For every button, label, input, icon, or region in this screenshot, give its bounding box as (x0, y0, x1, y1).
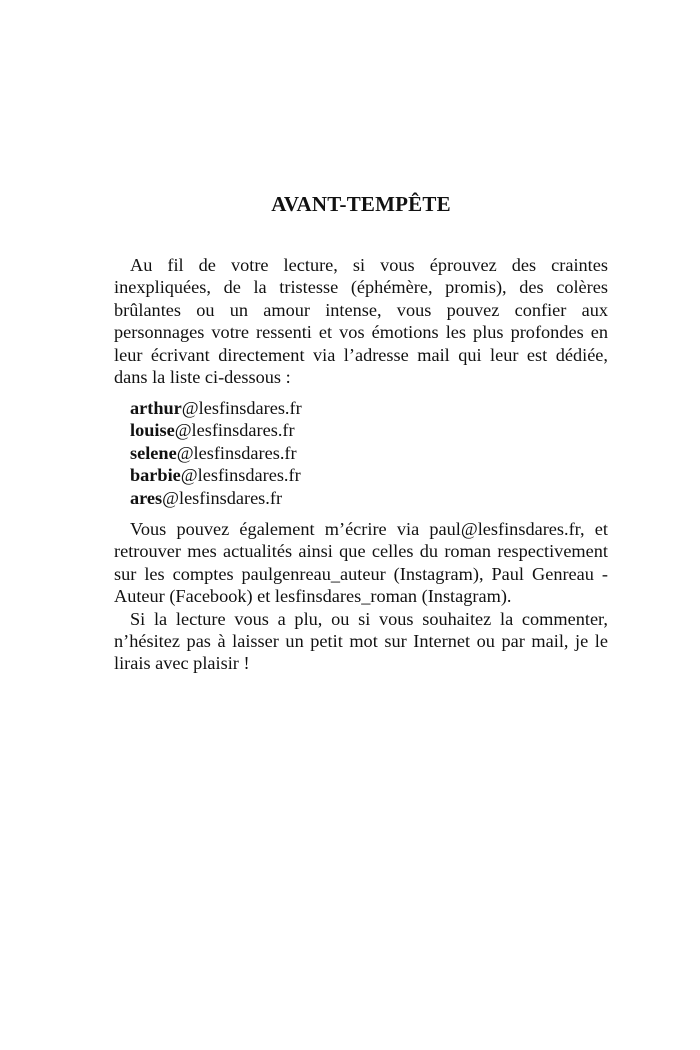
email-domain: @lesfinsdares.fr (174, 420, 295, 441)
intro-paragraph: Au fil de votre lecture, si vous éprouvez des craintes inexpliquées, de la tristesse (éphémère, promis), des colères brûlantes ou un amour intense, vous pouvez confier aux personnages votre ressenti et vos émotions les plus profondes en leur écrivant directement via l’adresse mail qui leur est dédiée, dans la liste ci-dessous : (114, 255, 608, 388)
email-name: selene (130, 442, 177, 463)
closing-section (114, 518, 608, 675)
email-list (130, 397, 302, 509)
email-item[interactable] (130, 464, 302, 486)
closing-paragraph: Si la lecture vous a plu, ou si vous souhaitez la commenter, n’hésitez pas à laisser un petit mot sur Internet ou par mail, je le lirais avec plaisir ! (114, 608, 608, 674)
email-name: arthur (130, 398, 182, 418)
page-title: AVANT-TEMPÊTE (271, 192, 451, 216)
contact-paragraph: Vous pouvez également m’écrire via paul@lesfinsdares.fr, et retrouver mes actualités ainsi que celles du roman respectivement sur les comptes paulgenreau_auteur (Instagram), Paul Genreau - Auteur (Facebook) et lesfinsdares_roman (Instagram). (114, 519, 608, 607)
email-domain: @lesfinsdares.fr (176, 442, 297, 463)
email-domain: @lesfinsdares.fr (180, 465, 301, 486)
email-domain: @lesfinsdares.fr (162, 487, 283, 508)
email-item[interactable] (130, 397, 302, 419)
email-item[interactable] (130, 442, 302, 464)
email-item[interactable] (130, 487, 302, 509)
email-domain: @lesfinsdares.fr (181, 398, 302, 418)
email-name: ares (130, 487, 163, 508)
email-item[interactable] (130, 419, 302, 441)
email-name: barbie (130, 465, 181, 486)
email-name: louise (130, 420, 175, 441)
